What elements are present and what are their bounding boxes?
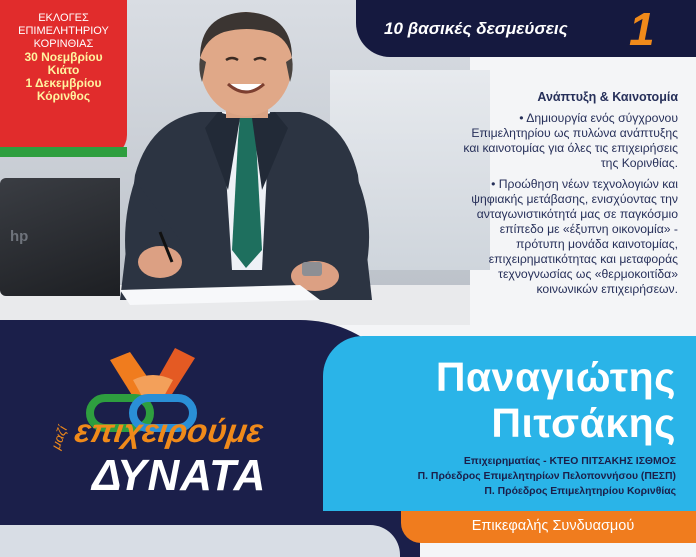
badge-line2: ΕΠΙΜΕΛΗΤΗΡΙΟΥ bbox=[18, 25, 109, 37]
commitment-bullet-2: • Προώθηση νέων τεχνολογιών και ψηφιακής μετάβασης, ενισχύοντας την ανταγωνιστικότητά μας σε παγκόσμιο επίπεδο με «έξυπνη οικονομία» - πρότυπη μονάδα καινοτομίας, επιχειρηματικότητας και μεταφοράς τεχνογνωσίας ως «θερμοκοιτίδα» κοινωνικών επιχειρήσεων. bbox=[471, 177, 678, 296]
candidate-role-2: Π. Πρόεδρος Επιμελητηρίων Πελοποννήσου (ΠΕΣΠ) bbox=[417, 471, 676, 482]
candidate-first-name: Παναγιώτης bbox=[435, 354, 676, 400]
banner-title: 10 βασικές δεσμεύσεις bbox=[384, 19, 568, 38]
badge-date2: 1 Δεκεμβρίου bbox=[25, 76, 102, 90]
commitment-text bbox=[456, 90, 678, 303]
candidate-last-name: Πιτσάκης bbox=[491, 400, 676, 446]
grey-corner bbox=[0, 525, 400, 557]
badge-green-strip bbox=[0, 147, 127, 157]
footer-label: Επικεφαλής Συνδυασμού bbox=[471, 518, 635, 534]
badge-line1: ΕΚΛΟΓΕΣ bbox=[38, 12, 89, 24]
logo-word-dynata: ΔΥΝΑΤΑ bbox=[92, 451, 267, 500]
badge-place1: Κιάτο bbox=[47, 63, 80, 77]
logo-word-epixeiroume: επιχειρούμε bbox=[72, 412, 266, 449]
badge-date1: 30 Νοεμβρίου bbox=[24, 50, 103, 64]
badge-line3: ΚΟΡΙΝΘΙΑΣ bbox=[33, 38, 94, 50]
election-badge bbox=[0, 0, 127, 157]
commitment-bullet-1: • Δημιουργία ενός σύγχρονου Επιμελητηρίου ως πυλώνα ανάπτυξης και καινοτομίας για όλες τις επιχειρήσεις της Κορινθίας. bbox=[463, 111, 678, 170]
laptop-logo: hp bbox=[10, 228, 29, 245]
badge-place2: Κόρινθος bbox=[36, 89, 91, 103]
candidate-role-3: Π. Πρόεδρος Επιμελητηρίου Κορινθίας bbox=[484, 486, 676, 497]
logo-small-word: μαζί bbox=[48, 423, 71, 452]
candidate-role-1: Επιχειρηματίας - ΚΤΕΟ ΠΙΤΣΑΚΗΣ ΙΣΘΜΟΣ bbox=[463, 456, 676, 467]
laptop bbox=[0, 178, 120, 296]
banner-number: 1 bbox=[629, 3, 655, 55]
commitment-heading: Ανάπτυξη & Καινοτομία bbox=[537, 90, 678, 104]
